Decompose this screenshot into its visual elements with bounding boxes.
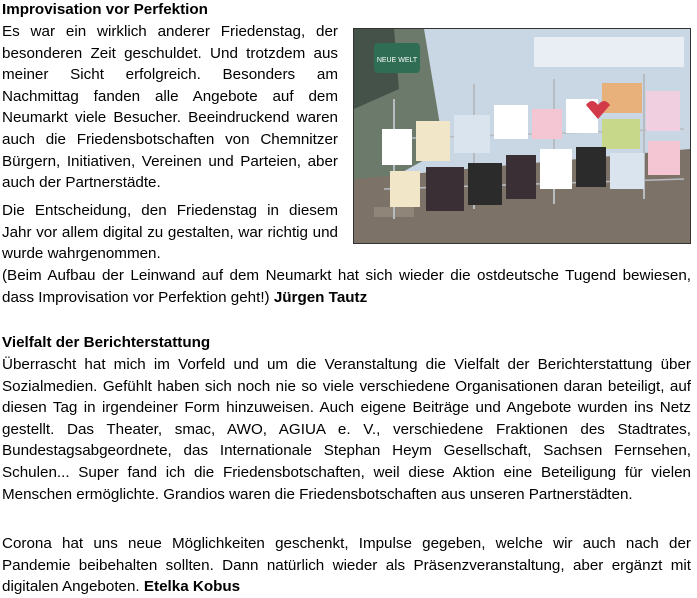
- photo-illustration: [354, 29, 690, 243]
- section1-paragraph2: Die Entscheidung, den Friedenstag in diesem Jahr vor allem digital zu gestalten, war richtig und wurde wahrgenommen.: [2, 202, 338, 263]
- poster-7: [602, 83, 642, 113]
- friedensbotschaften-photo: [353, 28, 691, 244]
- poster-17: [648, 141, 680, 175]
- poster-4: [494, 105, 528, 139]
- poster-14: [540, 149, 572, 189]
- poster-5: [532, 109, 562, 139]
- photo-sign-text: NEUE WELT: [376, 57, 418, 64]
- poster-8: [646, 91, 680, 131]
- section2-paragraph2-text: Corona hat uns neue Möglichkeiten geschenkt, Impulse gegeben, welche wir auch nach der Pandemie beibehalten sollten. Dann natürlich wieder als Präsenzveranstaltung, aber ergänzt mit digitalen Angeboten.: [2, 535, 691, 596]
- section2-paragraph2: [2, 533, 691, 598]
- poster-9: [602, 119, 640, 149]
- poster-12: [468, 163, 502, 205]
- section1-author: Jürgen Tautz: [273, 288, 368, 306]
- poster-10: [390, 171, 420, 207]
- poster-13: [506, 155, 536, 199]
- section1-paragraph1: Es war ein wirklich anderer Friedenstag, der besonderen Zeit geschuldet. Und trotzdem aus meiner Sicht erfolgreich. Besonders am Nachmittag fanden alle Angebote auf dem Neumarkt viele Besucher. Beeindruckend waren auch die Friedensbotschaften von Chemnitzer Bürgern, Initiativen, Vereinen und Parteien, aber auch der Partnerstädte.: [2, 23, 338, 192]
- poster-1: [382, 129, 412, 165]
- section2-author: Etelka Kobus: [143, 578, 241, 596]
- section1-heading: Improvisation vor Perfektion: [2, 1, 208, 18]
- poster-3: [454, 115, 490, 153]
- section1-paragraph3-text: (Beim Aufbau der Leinwand auf dem Neumarkt hat sich wieder die ostdeutsche Tugend bewiesen, dass Improvisation vor Perfektion geht!): [2, 267, 691, 306]
- section2-paragraph1: Überrascht hat mich im Vorfeld und um die Veranstaltung die Vielfalt der Berichterstattung über Sozialmedien. Gefühlt haben sich noch nie so viele verschiedene Organisationen daran beteiligt, auf diesen Tag in irgendeiner Form hinzuweisen. Auch eigene Beiträge und Angebote wurden ins Netz gestellt. Das Theater, smac, AWO, AGIUA e. V., verschiedene Fraktionen des Stadtrates, Bundestagsabgeordnete, das Internationale Stephan Heym Gesellschaft, Sachsen Fernsehen, Schulen... Super fand ich die Friedensbotschaften, weil diese Aktion eine Beteiligung für vielen Menschen ermöglichte. Grandios waren die Friedensbotschaften aus unseren Partnerstädten.: [2, 356, 691, 503]
- poster-2: [416, 121, 450, 161]
- section2-heading: Vielfalt der Berichterstattung: [2, 334, 211, 351]
- poster-11: [426, 167, 464, 211]
- poster-16: [610, 153, 644, 189]
- section1-paragraph3: [2, 265, 691, 308]
- photo-tent: [534, 37, 684, 67]
- poster-15: [576, 147, 606, 187]
